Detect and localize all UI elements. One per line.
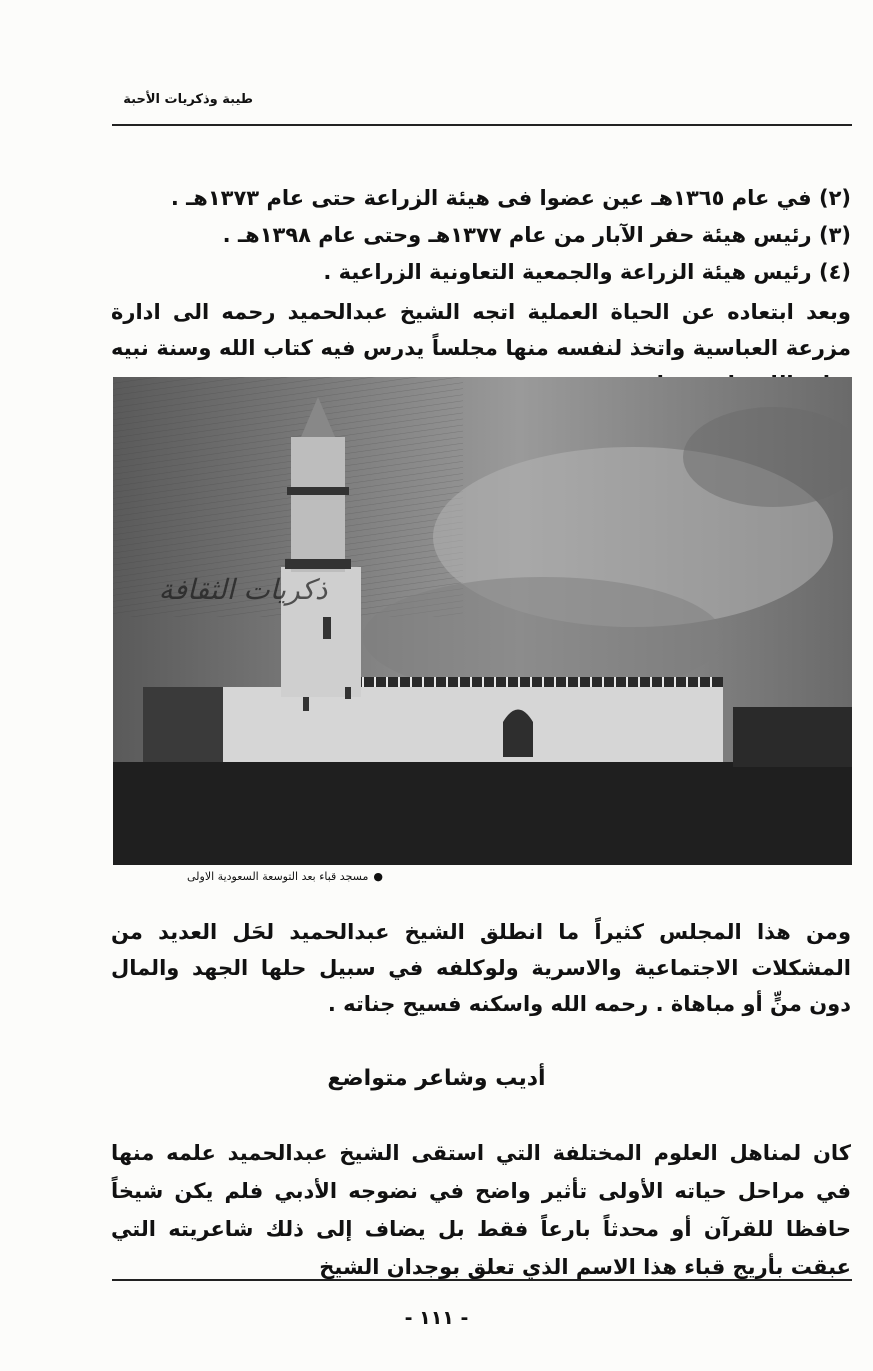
mosque-wall — [223, 687, 723, 762]
body-paragraph: ومن هذا المجلس كثيراً ما انطلق الشيخ عبدالحميد لحَل العديد من المشكلات الاجتماعية والاسرية ولوكلفه في سبيل حلها الجهد والمال دون منٍّ أو مباهاة . رحمه الله واسكنه فسيح جناته . — [111, 920, 851, 1016]
mosque-photo-illustration — [113, 377, 852, 865]
photo-watermark: ذكريات الثقافة — [158, 573, 328, 606]
caption-text: مسجد قباء بعد التوسعة السعودية الاولى — [187, 870, 369, 883]
section-heading: أديب وشاعر متواضع — [327, 1066, 546, 1091]
bullet-icon: ● — [373, 870, 383, 883]
positions-list — [111, 180, 851, 291]
body-paragraph: كان لمناهل العلوم المختلفة التي استقى الشيخ عبدالحميد علمه منها في مراحل حياته الأولى تأثير واضح في نضوجه الأدبي فلم يكن شيخاً حافظا للقرآن أو محدثاً بارعاً فقط بل يضاف إلى ذلك شاعريته التي عبقت بأريج قباء هذا الاسم الذي تعلق بوجدان الشيخ — [111, 1141, 851, 1279]
list-item: (٣) رئيس هيئة حفر الآبار من عام ١٣٧٧هـ وحتى عام ١٣٩٨هـ . — [222, 223, 851, 247]
foreground — [113, 762, 852, 865]
footer-rule — [112, 1279, 852, 1281]
figure-caption — [83, 870, 383, 883]
list-item: (٢) في عام ١٣٦٥هـ عين عضوا فى هيئة الزراعة حتى عام ١٣٧٣هـ . — [170, 186, 851, 210]
page-number: - ١١١ - — [404, 1307, 469, 1329]
quba-mosque-photo — [113, 377, 852, 865]
body-paragraph: وبعد ابتعاده عن الحياة العملية اتجه الشيخ عبدالحميد رحمه الى ادارة مزرعة العباسية واتخذ لنفسه منها مجلساً يدرس فيه كتاب الله وسنة نبيه — [111, 300, 851, 360]
running-header: طيبة وذكريات الأحبة — [123, 92, 253, 107]
list-item: (٤) رئيس هيئة الزراعة والجمعية التعاونية الزراعية . — [323, 260, 851, 284]
header-rule — [112, 124, 852, 126]
